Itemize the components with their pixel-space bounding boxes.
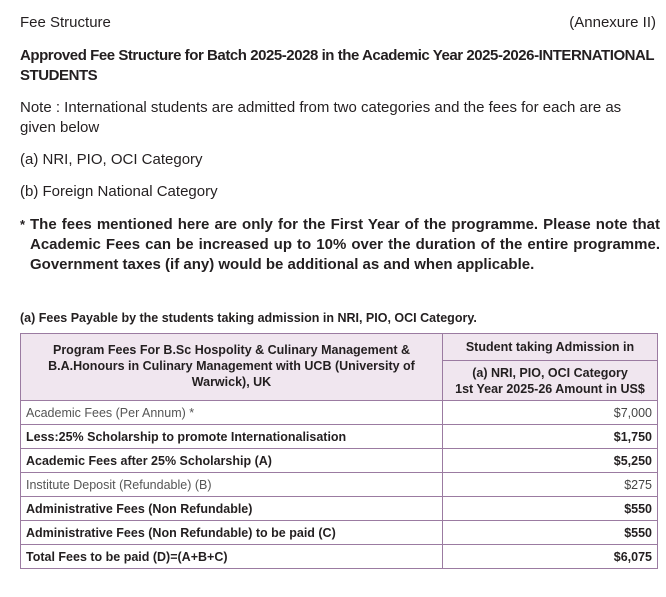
fees-disclaimer-text: The fees mentioned here are only for the First Year of the programme. Please note that Academic Fees can be increased up to 10% over the duration of the entire programme. Government taxes (if any) would be additional as and when applicable.: [30, 216, 660, 273]
fee-table-title: (a) Fees Payable by the students taking admission in NRI, PIO, OCI Category.: [20, 311, 477, 325]
row-label: Administrative Fees (Non Refundable) to be paid (C): [21, 521, 443, 545]
category-header-line: (a) NRI, PIO, OCI Category: [472, 366, 628, 380]
table-row: [21, 497, 658, 521]
row-label: Administrative Fees (Non Refundable): [21, 497, 443, 521]
fee-table: [20, 333, 658, 569]
asterisk-marker: *: [20, 217, 26, 232]
row-amount: $7,000: [443, 401, 658, 425]
row-amount: $550: [443, 521, 658, 545]
category-b-label: (b) Foreign National Category: [20, 183, 218, 200]
table-row: [21, 521, 658, 545]
row-label: Academic Fees after 25% Scholarship (A): [21, 449, 443, 473]
approved-fee-heading: Approved Fee Structure for Batch 2025-2028 in the Academic Year 2025-2026-INTERNATIONAL STUDENTS: [20, 47, 654, 84]
admission-header: Student taking Admission in: [443, 334, 658, 361]
fees-disclaimer: [20, 215, 660, 275]
document-header: [20, 14, 656, 32]
row-label: Academic Fees (Per Annum) *: [21, 401, 443, 425]
row-amount: $5,250: [443, 449, 658, 473]
row-amount: $1,750: [443, 425, 658, 449]
document-title: Fee Structure: [20, 14, 111, 31]
category-amount-header: [443, 361, 658, 401]
row-label: Total Fees to be paid (D)=(A+B+C): [21, 545, 443, 569]
amount-header-line: 1st Year 2025-26 Amount in US$: [455, 382, 645, 396]
table-row: [21, 425, 658, 449]
note-paragraph: Note : International students are admitted from two categories and the fees for each are as given below: [20, 99, 622, 136]
row-amount: $550: [443, 497, 658, 521]
table-row: [21, 545, 658, 569]
table-header-row: [21, 334, 658, 361]
table-row: [21, 449, 658, 473]
row-amount: $275: [443, 473, 658, 497]
row-label: Less:25% Scholarship to promote Internationalisation: [21, 425, 443, 449]
table-row: [21, 473, 658, 497]
row-amount: $6,075: [443, 545, 658, 569]
program-fees-header: Program Fees For B.Sc Hospolity & Culinary Management & B.A.Honours in Culinary Management with UCB (University of Warwick), UK: [21, 334, 443, 401]
annexure-label: (Annexure II): [569, 14, 656, 31]
category-a-label: (a) NRI, PIO, OCI Category: [20, 151, 203, 168]
row-label: Institute Deposit (Refundable) (B): [21, 473, 443, 497]
table-row: [21, 401, 658, 425]
